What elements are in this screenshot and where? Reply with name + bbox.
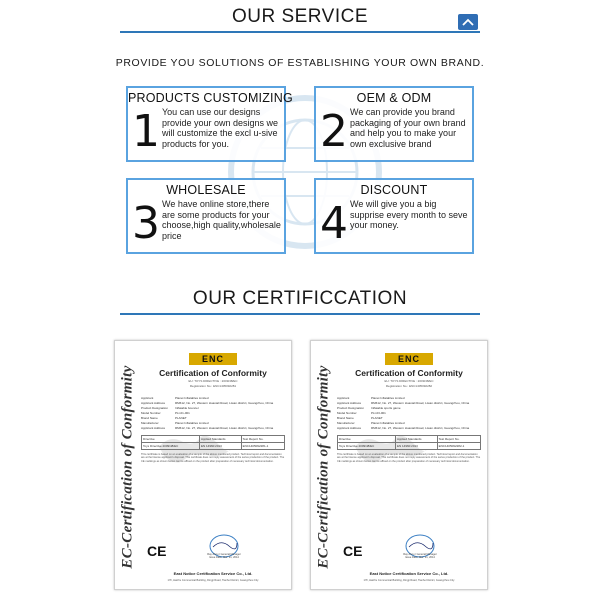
certificate-2[interactable] xyxy=(310,340,488,590)
card-title: WHOLESALE xyxy=(166,183,246,197)
certificate-title: Certification of Conformity xyxy=(159,368,267,378)
certificate-address: 17F, Haizhu Commercial Building, Dingji Road, Tianhe District, Guangzhou City xyxy=(363,579,455,582)
chevron-up-icon xyxy=(462,18,474,26)
certificate-row: Manufacturer Planet Inflatables Limited xyxy=(337,421,405,425)
certificate-row: Brand Name PLANET xyxy=(337,416,383,420)
certificate-issuer: East Notice Certification Service Co., Ltd. xyxy=(173,571,253,576)
certification-heading: OUR CERTIFICCATION xyxy=(185,288,415,310)
certificate-directive: EU: TOYS DIRECTIVE : 2009/48/EC xyxy=(384,379,434,383)
service-header xyxy=(120,6,480,30)
card-description: You can use our designs provide your own designs we will customize the excl u-sive products for you. xyxy=(162,107,279,149)
service-card-wholesale xyxy=(126,178,286,254)
certificate-registration: Registration No.: ENC1405092282 xyxy=(385,384,433,388)
card-title: DISCOUNT xyxy=(360,183,428,197)
certificate-table: Directive Applied Standards Test Report No. Toys Directive 2009/48/EC EN 14960:2013 ENC1405092282-1 xyxy=(337,435,481,450)
certificate-row: Manufacturer Planet Inflatables Limited xyxy=(141,421,209,425)
certificate-logo: ENC xyxy=(385,353,433,365)
certificate-issue-date: Issue Date: Mar. 31, 2014 xyxy=(209,556,239,559)
service-card-products-customizing xyxy=(126,86,293,162)
card-number: 2 xyxy=(320,106,348,157)
certificate-row: Applicant Address RM612, No. 27, Western Huaxiali Road, Liwan district, Guangzhou, China xyxy=(337,401,470,405)
certificate-1[interactable] xyxy=(114,340,292,590)
service-card-discount xyxy=(314,178,474,254)
certificate-row: Applicant Planet Inflatables Limited xyxy=(141,396,209,400)
card-number: 4 xyxy=(320,198,348,249)
certificate-issue-date: Issue Date: Mar. 31, 2014 xyxy=(405,556,435,559)
certificate-side-banner: EC-Certification of Conformity xyxy=(119,365,136,569)
card-number: 1 xyxy=(132,106,160,157)
back-to-top-button[interactable] xyxy=(458,14,478,30)
card-description: We can provide you brand packaging of your own brand and help you to make your own exclusive brand xyxy=(350,107,466,149)
certificate-signature: Ray Zhou / General Manager xyxy=(403,553,437,556)
service-card-oem-odm xyxy=(314,86,474,162)
certificate-row: Applicant Planet Inflatables Limited xyxy=(337,396,405,400)
certification-header-line xyxy=(120,313,480,315)
certificate-row: Applicant Address RM612, No. 27, Western Huaxiali Road, Liwan district, Guangzhou, China xyxy=(141,401,274,405)
certificate-side-banner: EC-Certification of Conformity xyxy=(315,365,332,569)
certificate-paragraph: This certificate is based on an evaluation of a sample of the above mentioned product. Technical report and documentation are at the license applicant's disposal. This certificate does not imply assessment of the series production of the product. The CE markings as shown below can be affixed on the product after preparation of necessary technical documentation. xyxy=(141,453,285,463)
card-title: PRODUCTS CUSTOMIZING xyxy=(128,91,293,105)
certificate-issuer: East Notice Certification Service Co., Ltd. xyxy=(369,571,449,576)
service-header-line xyxy=(120,31,480,33)
certificate-row: Brand Name PLANET xyxy=(141,416,187,420)
certificate-directive: EU: TOYS DIRECTIVE : 2009/48/EC xyxy=(188,379,238,383)
ce-mark: CE xyxy=(147,543,167,559)
certificate-title: Certification of Conformity xyxy=(355,368,463,378)
certificate-body xyxy=(337,347,481,585)
service-tagline: PROVIDE YOU SOLUTIONS OF ESTABLISHING YOUR OWN BRAND. xyxy=(115,57,485,69)
certification-header xyxy=(120,288,480,312)
certificate-logo: ENC xyxy=(189,353,237,365)
card-number: 3 xyxy=(132,198,160,249)
certificate-seal xyxy=(199,533,249,563)
certificate-body xyxy=(141,347,285,585)
certificate-signature: Ray Zhou / General Manager xyxy=(207,553,241,556)
certificate-address: 17F, Haizhu Commercial Building, Dingji Road, Tianhe District, Guangzhou City xyxy=(167,579,259,582)
certificate-seal xyxy=(395,533,445,563)
ce-mark: CE xyxy=(343,543,363,559)
certificate-table: Directive Applied Standards Test Report No. Toys Directive 2009/48/EC EN 14960:2013 ENC1405092281-1 xyxy=(141,435,285,450)
card-description: We will give you a big supprise every month to seve your money. xyxy=(350,199,468,230)
certificate-row: Model Number PLI-03-001 xyxy=(337,411,386,415)
card-title: OEM & ODM xyxy=(356,91,432,105)
service-heading: OUR SERVICE xyxy=(224,6,376,28)
certificate-paragraph: This certificate is based on an evaluation of a sample of the above mentioned product. Technical report and documentation are at the license applicant's disposal. This certificate does not imply assessment of the series production of the product. The CE markings as shown below can be affixed on the product after preparation of necessary technical documentation. xyxy=(337,453,481,463)
certificate-row: Model Number PLI-01-001 xyxy=(141,411,190,415)
certificate-row: Product Designation Inflatable sports game xyxy=(337,406,401,410)
certificate-row: Product Designation Inflatable bouncer xyxy=(141,406,199,410)
certificate-row: Applicant Address RM612, No. 27, Western Huaxiali Road, Liwan district, Guangzhou, China xyxy=(141,426,274,430)
certificate-row: Applicant Address RM612, No. 27, Western Huaxiali Road, Liwan district, Guangzhou, China xyxy=(337,426,470,430)
certificate-registration: Registration No.: ENC1405092281 xyxy=(189,384,237,388)
card-description: We have online store,there are some products for your choose,high quality,wholesale price xyxy=(162,199,281,241)
